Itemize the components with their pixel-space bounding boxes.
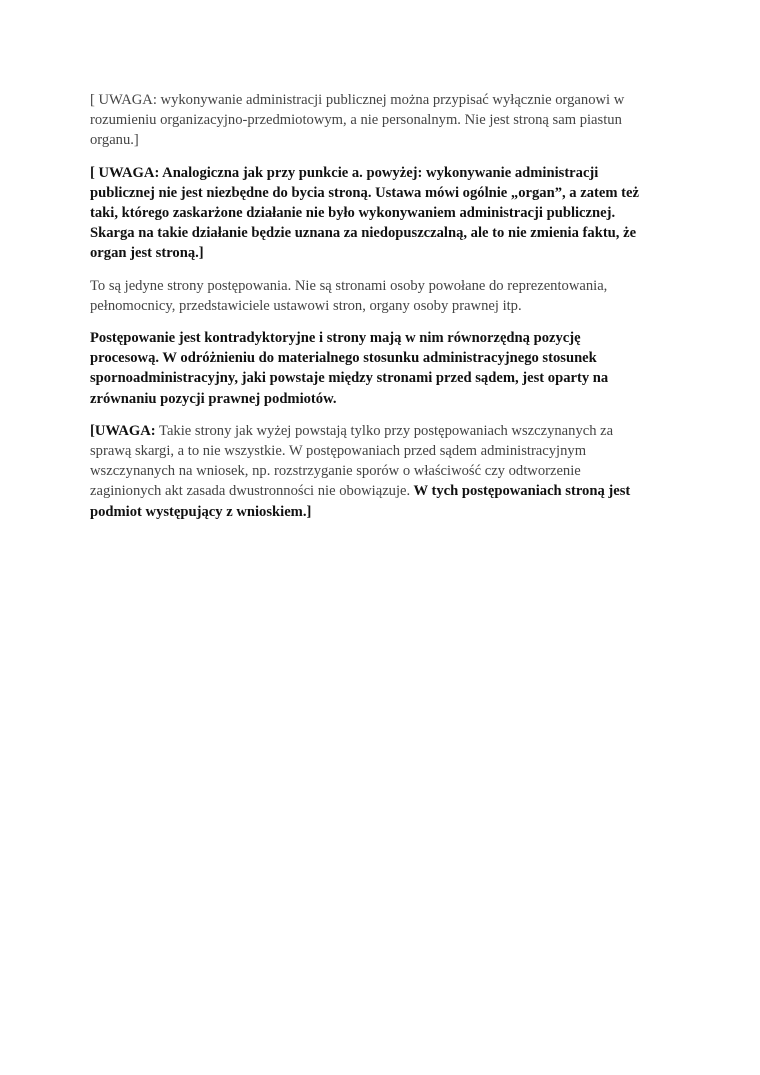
paragraph-note-organ: [ UWAGA: wykonywanie administracji publicznej można przypisać wyłącznie organowi w rozumieniu organizacyjno-przedmiotowym, a nie personalnym. Nie jest stroną sam piastun organu.] [90, 92, 625, 149]
note-tail: W tych postępowaniach stroną jest podmiot występujący z wnioskiem.] [90, 483, 631, 520]
note-body: Takie strony jak wyżej powstają tylko przy postępowaniach wszczynanych za sprawą skargi, a to nie wszystkie. W postępowaniach przed sądem administracyjnym wszczynanych na wniosek, np. rozstrzyganie sporów o właściwość czy odtworzenie zaginionych akt zasada dwustronności nie obowiązuje. [90, 422, 614, 500]
note-lead: [UWAGA: [90, 422, 156, 439]
paragraph-note-parties-complaint [90, 421, 675, 522]
paragraph-only-parties: To są jedyne strony postępowania. Nie są stronami osoby powołane do reprezentowania, pełnomocnicy, przedstawiciele ustawowi stron, organy osoby prawnej itp. [90, 277, 608, 314]
document-body [90, 90, 675, 534]
paragraph-adversarial: Postępowanie jest kontradyktoryjne i strony mają w nim równorzędną pozycję procesową. W odróżnieniu do materialnego stosunku administracyjnego stosunek spornoadministracyjny, jaki powstaje między stronami przed sądem, jest oparty na zrównaniu pozycji prawnej podmiotów. [90, 330, 609, 407]
paragraph-note-analogous: [ UWAGA: Analogiczna jak przy punkcie a. powyżej: wykonywanie administracji publicznej nie jest niezbędne do bycia stroną. Ustawa mówi ogólnie „organ”, a zatem też taki, którego zaskarżone działanie nie było wykonywaniem administracji publicznej. Skarga na takie działanie będzie uznana za niedopuszczalną, ale to nie zmienia faktu, że organ jest stroną.] [90, 164, 639, 262]
